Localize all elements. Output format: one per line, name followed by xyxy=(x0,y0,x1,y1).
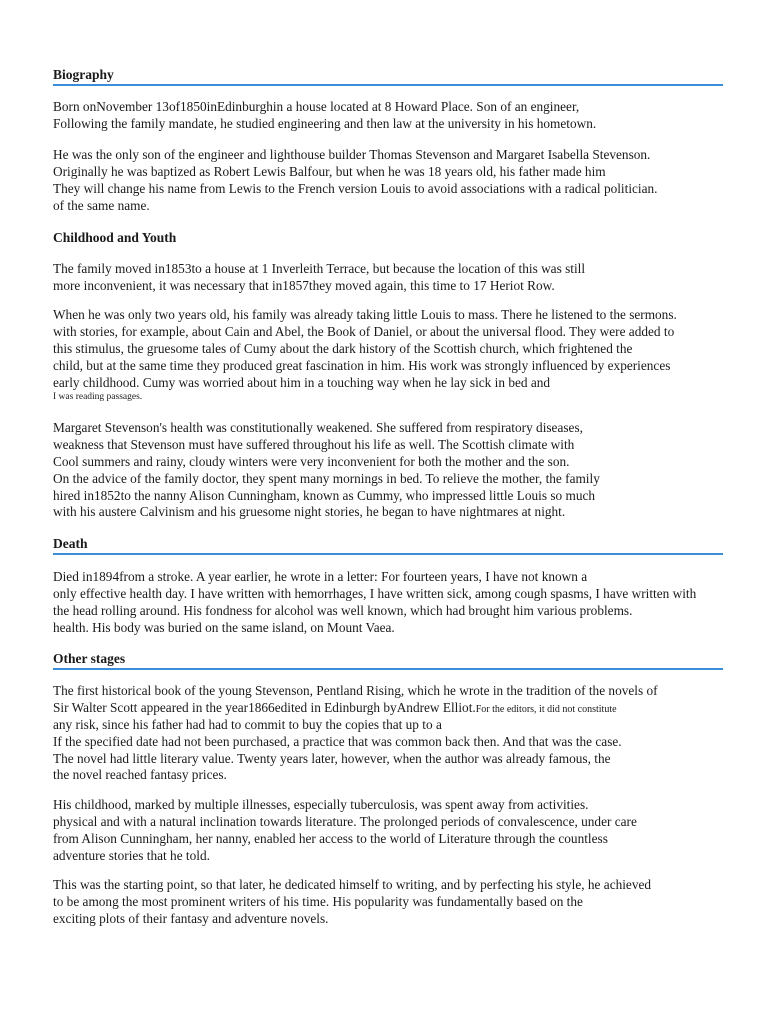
section-heading: Childhood and Youth xyxy=(53,230,177,245)
text-line: Cool summers and rainy, cloudy winters were very inconvenient for both the mother and the son. xyxy=(53,453,570,469)
text-line: this stimulus, the gruesome tales of Cumy about the dark history of the Scottish church, which frightened the xyxy=(53,340,633,356)
other-stages-paragraph-1 xyxy=(53,683,658,784)
text-line: exciting plots of their fantasy and adventure novels. xyxy=(53,910,329,926)
section-heading: Biography xyxy=(53,67,114,82)
text-line: more inconvenient, it was necessary that in1857they moved again, this time to 17 Heriot Row. xyxy=(53,277,555,293)
text-line: early childhood. Cumy was worried about him in a touching way when he lay sick in bed and xyxy=(53,374,551,390)
section-divider xyxy=(53,668,723,670)
section-death-header xyxy=(53,536,723,552)
text-line: the novel reached fantasy prices. xyxy=(53,767,227,783)
section-other-stages-header xyxy=(53,651,723,667)
childhood-paragraph-3 xyxy=(53,420,600,521)
text-line: When he was only two years old, his family was already taking little Louis to mass. There he listened to the sermons. xyxy=(53,307,677,322)
text-line: The family moved in1853to a house at 1 Inverleith Terrace, but because the location of this was still xyxy=(53,261,586,276)
childhood-paragraph-2 xyxy=(53,307,677,403)
text-line: with stories, for example, about Cain and Abel, the Book of Daniel, or about the universal flood. They were added to xyxy=(53,323,675,339)
text-line: Originally he was baptized as Robert Lewis Balfour, but when he was 18 years old, his father made him xyxy=(53,163,606,179)
section-divider xyxy=(53,553,723,555)
text-line: of the same name. xyxy=(53,197,150,213)
text-segment-small: For the editors, it did not constitute xyxy=(475,703,617,715)
text-line: His childhood, marked by multiple illnesses, especially tuberculosis, was spent away from activities. xyxy=(53,797,589,812)
text-line: hired in1852to the nanny Alison Cunningham, known as Cummy, who impressed little Louis so much xyxy=(53,487,596,503)
text-line: The first historical book of the young Stevenson, Pentland Rising, which he wrote in the tradition of the novels of xyxy=(53,683,658,698)
section-heading: Other stages xyxy=(53,651,126,666)
text-line: On the advice of the family doctor, they spent many mornings in bed. To relieve the mother, the family xyxy=(53,470,600,486)
text-line: child, but at the same time they produced great fascination in him. His work was strongly influenced by experiences xyxy=(53,357,671,373)
text-line: The novel had little literary value. Twenty years later, however, when the author was already famous, the xyxy=(53,750,611,766)
text-line: from Alison Cunningham, her nanny, enabled her access to the world of Literature through the countless xyxy=(53,830,608,846)
text-line: Died in1894from a stroke. A year earlier, he wrote in a letter: For fourteen years, I have not known a xyxy=(53,569,588,584)
text-line: Born onNovember 13of1850inEdinburghin a house located at 8 Howard Place. Son of an engineer, xyxy=(53,99,580,114)
text-line: If the specified date had not been purchased, a practice that was common back then. And that was the case. xyxy=(53,733,622,749)
text-line: any risk, since his father had had to commit to buy the copies that up to a xyxy=(53,716,442,732)
other-stages-paragraph-2 xyxy=(53,797,637,865)
text-line: adventure stories that he told. xyxy=(53,847,210,863)
text-line-mixed xyxy=(53,700,658,717)
text-line: with his austere Calvinism and his gruesome night stories, he began to have nightmares at night. xyxy=(53,504,566,520)
section-divider xyxy=(53,84,723,86)
text-line: to be among the most prominent writers of his time. His popularity was fundamentally based on the xyxy=(53,893,583,909)
text-line-small: I was reading passages. xyxy=(53,392,143,403)
section-biography-header xyxy=(53,67,723,83)
text-line: He was the only son of the engineer and lighthouse builder Thomas Stevenson and Margaret Isabella Stevenson. xyxy=(53,147,651,162)
other-stages-paragraph-3 xyxy=(53,877,651,928)
section-heading: Death xyxy=(53,536,88,551)
text-line: Following the family mandate, he studied engineering and then law at the university in his hometown. xyxy=(53,115,597,131)
text-line: Margaret Stevenson's health was constitutionally weakened. She suffered from respiratory diseases, xyxy=(53,420,583,435)
text-line: weakness that Stevenson must have suffered throughout his life as well. The Scottish climate with xyxy=(53,436,575,452)
text-segment: Sir Walter Scott appeared in the year1866edited in Edinburgh byAndrew Elliot. xyxy=(53,699,476,715)
text-line: the head rolling around. His fondness for alcohol was well known, which had brought him various problems. xyxy=(53,602,633,618)
text-line: physical and with a natural inclination towards literature. The prolonged periods of convalescence, under care xyxy=(53,813,637,829)
childhood-paragraph-1 xyxy=(53,261,585,295)
biography-paragraph-1 xyxy=(53,99,596,133)
text-line: This was the starting point, so that later, he dedicated himself to writing, and by perfecting his style, he achieved xyxy=(53,877,652,892)
biography-paragraph-2 xyxy=(53,147,658,215)
text-line: health. His body was buried on the same island, on Mount Vaea. xyxy=(53,619,395,635)
death-paragraph-1 xyxy=(53,569,696,637)
section-childhood-header xyxy=(53,230,723,246)
text-line: only effective health day. I have written with hemorrhages, I have written sick, among cough spasms, I have written with xyxy=(53,585,697,601)
text-line: They will change his name from Lewis to the French version Louis to avoid associations with a radical politician. xyxy=(53,180,658,196)
